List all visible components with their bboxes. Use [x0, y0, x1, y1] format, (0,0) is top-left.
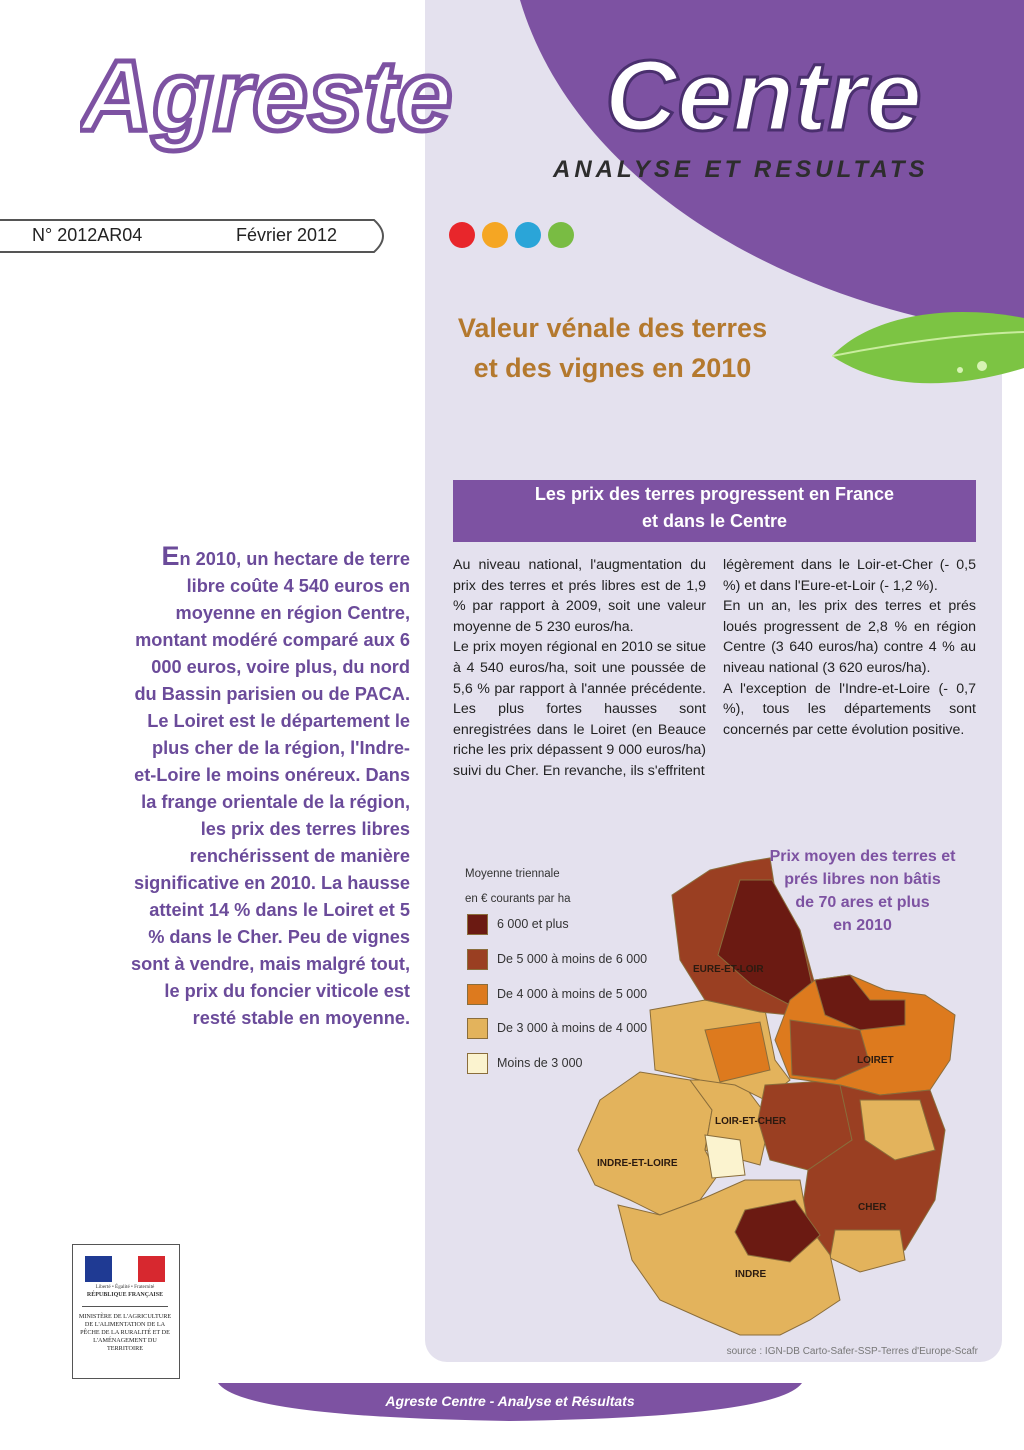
flag-red-band [138, 1256, 165, 1282]
legend-swatch-under-3000 [467, 1053, 488, 1074]
legend-swatch-6000-plus [467, 914, 488, 935]
marianne-flag-icon [85, 1256, 165, 1282]
body-paragraph: A l'exception de l'Indre-et-Loire (- 0,7 %), tous les départements sont concernés par cette évolution positive. [723, 680, 976, 738]
map-subregion-sand [830, 1230, 905, 1272]
red-dot-icon [449, 222, 475, 248]
ministry-name: MINISTÈRE DE L'AGRICULTURE DE L'ALIMENTATION DE LA PÊCHE DE LA RURALITÉ ET DE L'AMÉNAGEMENT DU TERRITOIRE [78, 1313, 172, 1352]
flag-white-band [112, 1256, 138, 1282]
intro-dropcap: E [161, 541, 180, 571]
legend-label: De 4 000 à moins de 5 000 [497, 987, 648, 1001]
map-subregion-light [705, 1135, 745, 1178]
article-title-line-2: et des vignes en 2010 [473, 353, 752, 383]
agreste-centre-logo [80, 38, 1010, 158]
article-title [440, 308, 785, 388]
body-paragraph: Au niveau national, l'augmentation du prix des terres et prés libres est de 1,9 % par rapport à 2009, soit une valeur moyenne de 5 230 euros/ha. [453, 557, 706, 635]
legend-swatch-3000-4000 [467, 1018, 488, 1039]
map-label-indre-et-loire: INDRE-ET-LOIRE [597, 1158, 678, 1169]
body-paragraph: En un an, les prix des terres et prés loués progressent de 2,8 % en région Centre (3 640 euros/ha) contre 4 % au niveau national (3 620 euros/ha). [723, 598, 976, 676]
legend-label: 6 000 et plus [497, 917, 569, 931]
map-label-loiret: LOIRET [857, 1055, 894, 1066]
legend-title-line-2: en € courants par ha [465, 893, 571, 905]
map-label-cher: CHER [858, 1202, 887, 1213]
map-title-line-2: prés libres non bâtis [784, 871, 941, 888]
map-title [760, 845, 965, 937]
orange-dot-icon [482, 222, 508, 248]
publication-subtitle: ANALYSE ET RESULTATS [553, 156, 929, 183]
map-title-line-3: de 70 ares et plus [795, 894, 930, 911]
issue-number: N° 2012AR04 [32, 225, 143, 245]
republic-name: RÉPUBLIQUE FRANÇAISE [86, 1292, 164, 1298]
republic-motto: Liberté • Égalité • Fraternité [95, 1284, 155, 1290]
section-title-line-2: et dans le Centre [641, 511, 788, 531]
map-region-indre-et-loire [578, 1072, 718, 1215]
legend-label: Moins de 3 000 [497, 1056, 583, 1070]
legend-label: De 3 000 à moins de 4 000 [497, 1021, 648, 1035]
logo-word-centre: Centre [605, 40, 922, 152]
body-column-right [723, 555, 976, 740]
map-legend-title [465, 862, 571, 912]
intro-text: n 2010, un hectare de terre libre coûte 4 540 euros en moyenne en région Centre, montant modéré comparé aux 6 000 euros, voire plus, du nord du Bassin parisien ou de PACA. Le Loiret est le département le plus cher de la région, l'Indre-et-Loire le moins onéreux. Dans la frange orientale de la région, les prix des terres libres renchérissent de manière significative en 2010. La hausse atteint 14 % dans le Loiret et 5 % dans le Cher. Peu de vignes sont à vendre, mais malgré tout, le prix du foncier viticole est resté stable en moyenne. [131, 549, 410, 1028]
section-title-line-1: Les prix des terres progressent en France [534, 484, 895, 504]
body-paragraph: Le prix moyen régional en 2010 se situe à 4 540 euros/ha, soit une poussée de 5,6 % par rapport à l'année précédente. Les plus fortes hausses sont enregistrées dans le Loiret (en Beauce riche les prix dépassent 9 000 euros/ha) suivi du Cher. En revanche, ils s'effritent [453, 639, 706, 779]
legend-title-line-1: Moyenne triennale [465, 868, 560, 880]
blue-dot-icon [515, 222, 541, 248]
issue-date: Février 2012 [236, 225, 338, 245]
article-title-line-1: Valeur vénale des terres [457, 313, 768, 343]
leaf-icon [832, 308, 1024, 388]
green-dot-icon [548, 222, 574, 248]
map-title-line-4: en 2010 [833, 917, 892, 934]
ministry-divider [82, 1306, 168, 1307]
map-label-eure-et-loir: EURE-ET-LOIR [693, 964, 764, 975]
map-title-line-1: Prix moyen des terres et [769, 848, 956, 865]
map-label-loir-et-cher: LOIR-ET-CHER [715, 1116, 787, 1127]
logo-word-agreste: Agreste [80, 40, 453, 152]
map-source: source : IGN-DB Carto-Safer-SSP-Terres d'Europe-Scafr [726, 1346, 978, 1357]
legend-swatch-4000-5000 [467, 984, 488, 1005]
flag-blue-band [85, 1256, 112, 1282]
legend-swatch-5000-6000 [467, 949, 488, 970]
intro-summary [130, 543, 410, 1032]
map-label-indre: INDRE [735, 1269, 767, 1280]
body-column-left [453, 555, 706, 782]
body-paragraph: légèrement dans le Loir-et-Cher (- 0,5 %) et dans l'Eure-et-Loir (- 1,2 %). [723, 557, 976, 594]
footer-text: Agreste Centre - Analyse et Résultats [385, 1393, 635, 1409]
section-title [453, 481, 976, 535]
legend-label: De 5 000 à moins de 6 000 [497, 952, 648, 966]
